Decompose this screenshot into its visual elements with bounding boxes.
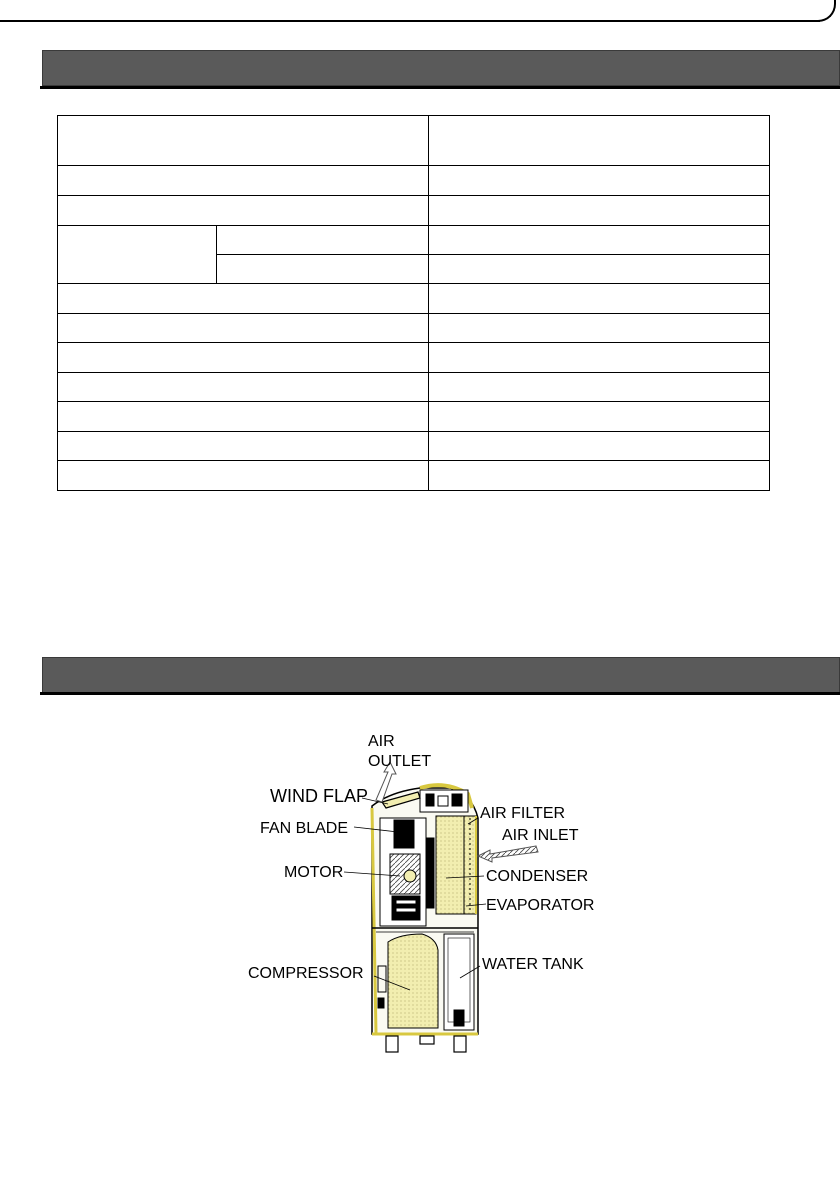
table-row bbox=[58, 166, 770, 196]
table-cell-value bbox=[429, 166, 770, 196]
coil-assembly bbox=[436, 816, 476, 914]
table-cell-param bbox=[58, 314, 429, 343]
section-rule-specifications bbox=[40, 86, 840, 89]
label-fan-blade: FAN BLADE bbox=[260, 820, 349, 837]
label-air-filter: AIR FILTER bbox=[480, 805, 566, 822]
table-cell-param bbox=[58, 461, 429, 491]
label-air-outlet-1: AIR bbox=[368, 733, 395, 750]
table-cell-value bbox=[429, 284, 770, 314]
section-bar-specifications bbox=[42, 50, 840, 86]
section-rule-parts bbox=[40, 692, 840, 695]
table-cell-param bbox=[58, 166, 429, 196]
table-row bbox=[58, 373, 770, 402]
table-cell-value bbox=[429, 461, 770, 491]
label-water-tank: WATER TANK bbox=[482, 956, 584, 973]
table-row bbox=[58, 284, 770, 314]
table-cell-subparam bbox=[217, 255, 429, 284]
table-row bbox=[58, 226, 770, 255]
table-row bbox=[58, 196, 770, 226]
label-air-outlet-2: OUTLET bbox=[368, 753, 432, 770]
table-row bbox=[58, 343, 770, 373]
table-cell-value bbox=[429, 314, 770, 343]
fan-assembly bbox=[380, 818, 434, 926]
table-cell-param bbox=[58, 196, 429, 226]
table-header-cell-value bbox=[429, 116, 770, 166]
table-cell-param bbox=[58, 373, 429, 402]
table-row bbox=[58, 461, 770, 491]
table-cell-value bbox=[429, 402, 770, 432]
table-cell-value bbox=[429, 373, 770, 402]
table-cell-subparam bbox=[217, 226, 429, 255]
specification-table bbox=[57, 115, 770, 491]
table-row bbox=[58, 314, 770, 343]
dehumidifier-cross-section-diagram bbox=[240, 728, 610, 1064]
table-cell-value bbox=[429, 226, 770, 255]
table-cell-param bbox=[58, 402, 429, 432]
base-wheels bbox=[372, 1034, 478, 1052]
air-inlet-arrow bbox=[478, 846, 538, 862]
table-cell-param bbox=[58, 432, 429, 461]
table-cell-param bbox=[58, 343, 429, 373]
section-bar-parts bbox=[42, 657, 840, 693]
table-row bbox=[58, 402, 770, 432]
label-wind-flap: WIND FLAP bbox=[270, 786, 369, 806]
label-air-inlet: AIR INLET bbox=[502, 827, 579, 844]
table-cell-value bbox=[429, 432, 770, 461]
page-header-rule bbox=[0, 0, 840, 32]
label-condenser: CONDENSER bbox=[486, 868, 589, 885]
label-evaporator: EVAPORATOR bbox=[486, 897, 595, 914]
outlet-grille bbox=[420, 790, 468, 812]
label-compressor: COMPRESSOR bbox=[248, 965, 364, 982]
table-cell-value bbox=[429, 255, 770, 284]
table-cell-group bbox=[58, 226, 217, 284]
header-hook bbox=[818, 0, 836, 22]
table-cell-value bbox=[429, 196, 770, 226]
table-row bbox=[58, 432, 770, 461]
label-motor: MOTOR bbox=[284, 864, 344, 881]
water-tank bbox=[444, 934, 474, 1030]
header-line bbox=[0, 20, 820, 22]
table-header-row bbox=[58, 116, 770, 166]
table-cell-param bbox=[58, 284, 429, 314]
table-cell-value bbox=[429, 343, 770, 373]
table-header-cell-param bbox=[58, 116, 429, 166]
